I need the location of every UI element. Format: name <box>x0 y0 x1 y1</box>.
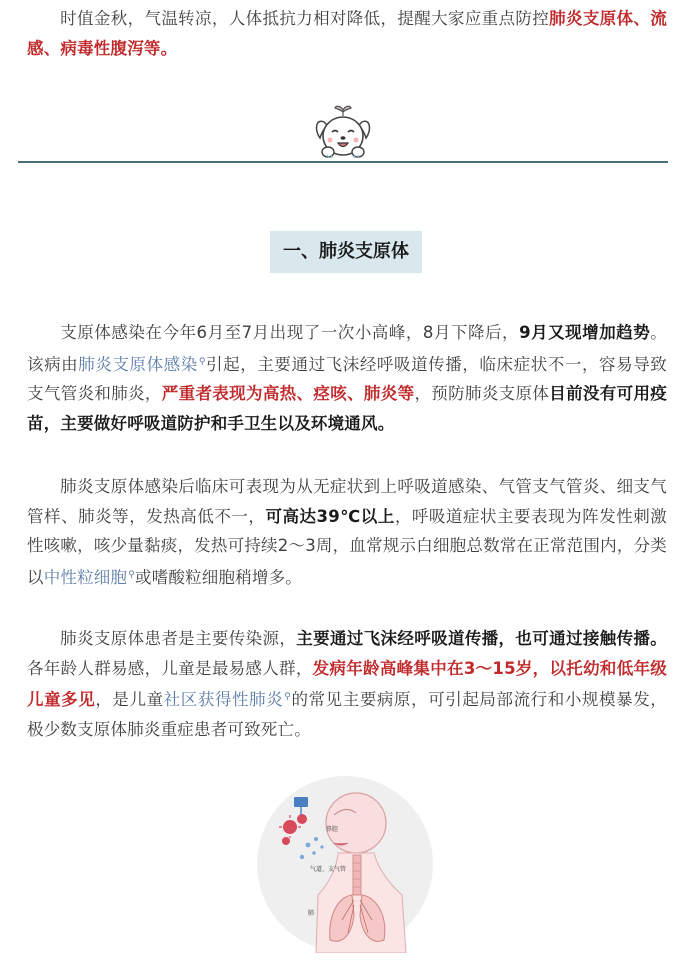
p1-bold-1: 9月又现增加趋势 <box>519 323 651 342</box>
p2-bold-1: 可高达39℃以上 <box>265 506 395 526</box>
dog-mascot-icon <box>308 100 378 164</box>
p3-text-1: 肺炎支原体患者是主要传染源， <box>60 629 297 648</box>
p2-text-2: ，呼吸道症状主要表现为阵发性刺激性咳嗽，咳少量黏痰，发热可持续2～3周，血常规示白细胞总数常在正常范围内，分类以 <box>27 506 668 587</box>
search-icon[interactable]: ⚲ <box>198 356 206 367</box>
p3-text-4: 的常见主要病原，可引起局部流行和小规模暴发，极少数支原体肺炎重症患者可致死亡。 <box>27 690 667 739</box>
intro-text: 时值金秋，气温转凉，人体抵抗力相对降低，提醒大家应重点防控 <box>60 9 550 28</box>
p1-bold-2: 目前没有可用疫苗，主要做好呼吸道防护和手卫生以及环境通风。 <box>27 384 667 433</box>
link-community-pneumonia-label[interactable]: 社区获得性肺炎 <box>163 690 284 710</box>
section-heading: 一、肺炎支原体 <box>270 231 422 273</box>
p3-text-3: ，是儿童 <box>95 690 164 710</box>
p2-text-1: 肺炎支原体感染后临床可表现为从无症状到上呼吸道感染、气管支气管炎、细支气管样、肺炎等，发热高低不一， <box>27 477 667 526</box>
p2-text-3: 或嗜酸粒细胞稍增多。 <box>135 567 302 587</box>
paragraph-1 <box>27 318 667 438</box>
p1-text-1: 支原体感染在今年6月至7月出现了一次小高峰，8月下降后， <box>60 323 520 342</box>
section-divider <box>18 161 668 163</box>
intro-highlight: 肺炎支原体、流感、病毒性腹泻等。 <box>27 9 667 58</box>
p3-bold-1: 主要通过飞沫经呼吸道传播，也可通过接触传播。 <box>296 629 667 648</box>
paragraph-3 <box>27 624 667 744</box>
link-neutrophil[interactable] <box>44 568 135 587</box>
search-icon[interactable]: ⚲ <box>284 692 292 703</box>
link-community-pneumonia[interactable] <box>164 690 291 709</box>
p3-text-2: 各年龄人群易感，儿童是最易感人群， <box>27 658 313 678</box>
label-lung: 肺 <box>308 910 315 917</box>
paragraph-2 <box>27 472 667 592</box>
p1-text-3: 引起，主要通过飞沫经呼吸道传播，临床症状不一，容易导致支气管炎和肺炎， <box>27 354 667 404</box>
p1-text-2: 。该病由 <box>27 323 667 374</box>
p1-red-1: 严重者表现为高热、痉咳、肺炎等 <box>161 384 415 404</box>
link-mycoplasma-infection-label[interactable]: 肺炎支原体感染 <box>78 354 198 374</box>
search-icon[interactable]: ⚲ <box>128 569 135 580</box>
link-neutrophil-label[interactable]: 中性粒细胞 <box>43 567 128 587</box>
label-nasal: 鼻腔 <box>326 826 339 833</box>
link-mycoplasma-infection[interactable] <box>78 355 205 374</box>
label-airway: 气道、支气管 <box>310 866 347 873</box>
p1-text-4: ，预防肺炎支原体 <box>414 384 550 404</box>
p3-red-1: 发病年龄高峰集中在3～15岁，以托幼和低年级儿童多见 <box>27 658 667 710</box>
intro-paragraph <box>27 4 667 63</box>
respiratory-illustration <box>256 775 434 953</box>
